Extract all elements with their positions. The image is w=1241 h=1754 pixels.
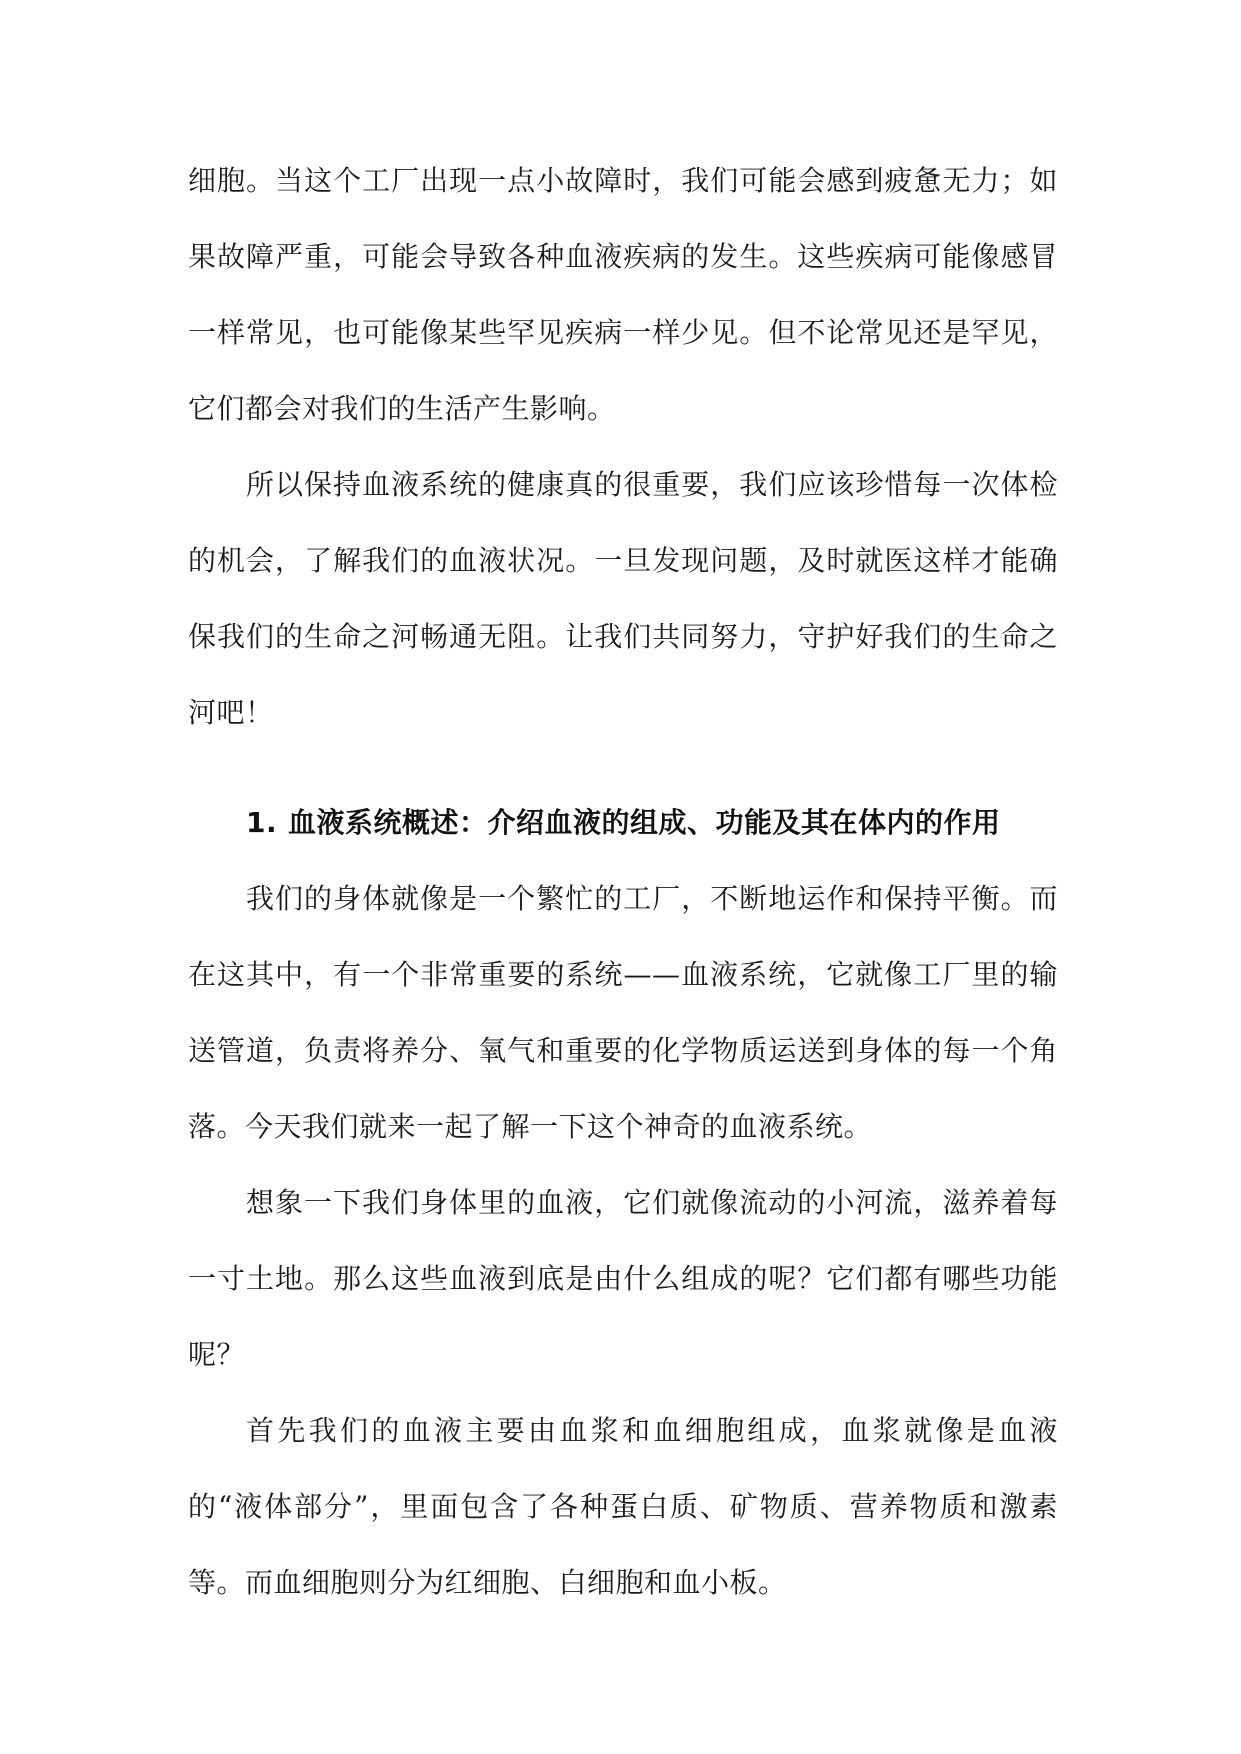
paragraph-continuation: 细胞。当这个工厂出现一点小故障时，我们可能会感到疲惫无力；如果故障严重，可能会导致各种血液疾病的发生。这些疾病可能像感冒一样常见，也可能像某些罕见疾病一样少见。但不论常见还是罕见，它们都会对我们的生活产生影响。 [188,164,1058,425]
section-number: 1. [246,806,278,839]
document-body [188,143,1058,1621]
section-heading [188,785,1058,861]
paragraph-health-importance: 所以保持血液系统的健康真的很重要，我们应该珍惜每一次体检的机会，了解我们的血液状况。一旦发现问题，及时就医这样才能确保我们的生命之河畅通无阻。让我们共同努力，守护好我们的生命之河吧！ [188,468,1058,729]
paragraph-blood-river: 想象一下我们身体里的血液，它们就像流动的小河流，滋养着每一寸土地。那么这些血液到底是由什么组成的呢？它们都有哪些功能呢？ [188,1186,1058,1371]
section-title: 血液系统概述：介绍血液的组成、功能及其在体内的作用 [288,806,1001,839]
paragraph-body-factory: 我们的身体就像是一个繁忙的工厂，不断地运作和保持平衡。而在这其中，有一个非常重要的系统——血液系统，它就像工厂里的输送管道，负责将养分、氧气和重要的化学物质运送到身体的每一个角落。今天我们就来一起了解一下这个神奇的血液系统。 [188,882,1058,1143]
paragraph-blood-composition: 首先我们的血液主要由血浆和血细胞组成，血浆就像是血液的“液体部分”，里面包含了各种蛋白质、矿物质、营养物质和激素等。而血细胞则分为红细胞、白细胞和血小板。 [188,1414,1058,1599]
